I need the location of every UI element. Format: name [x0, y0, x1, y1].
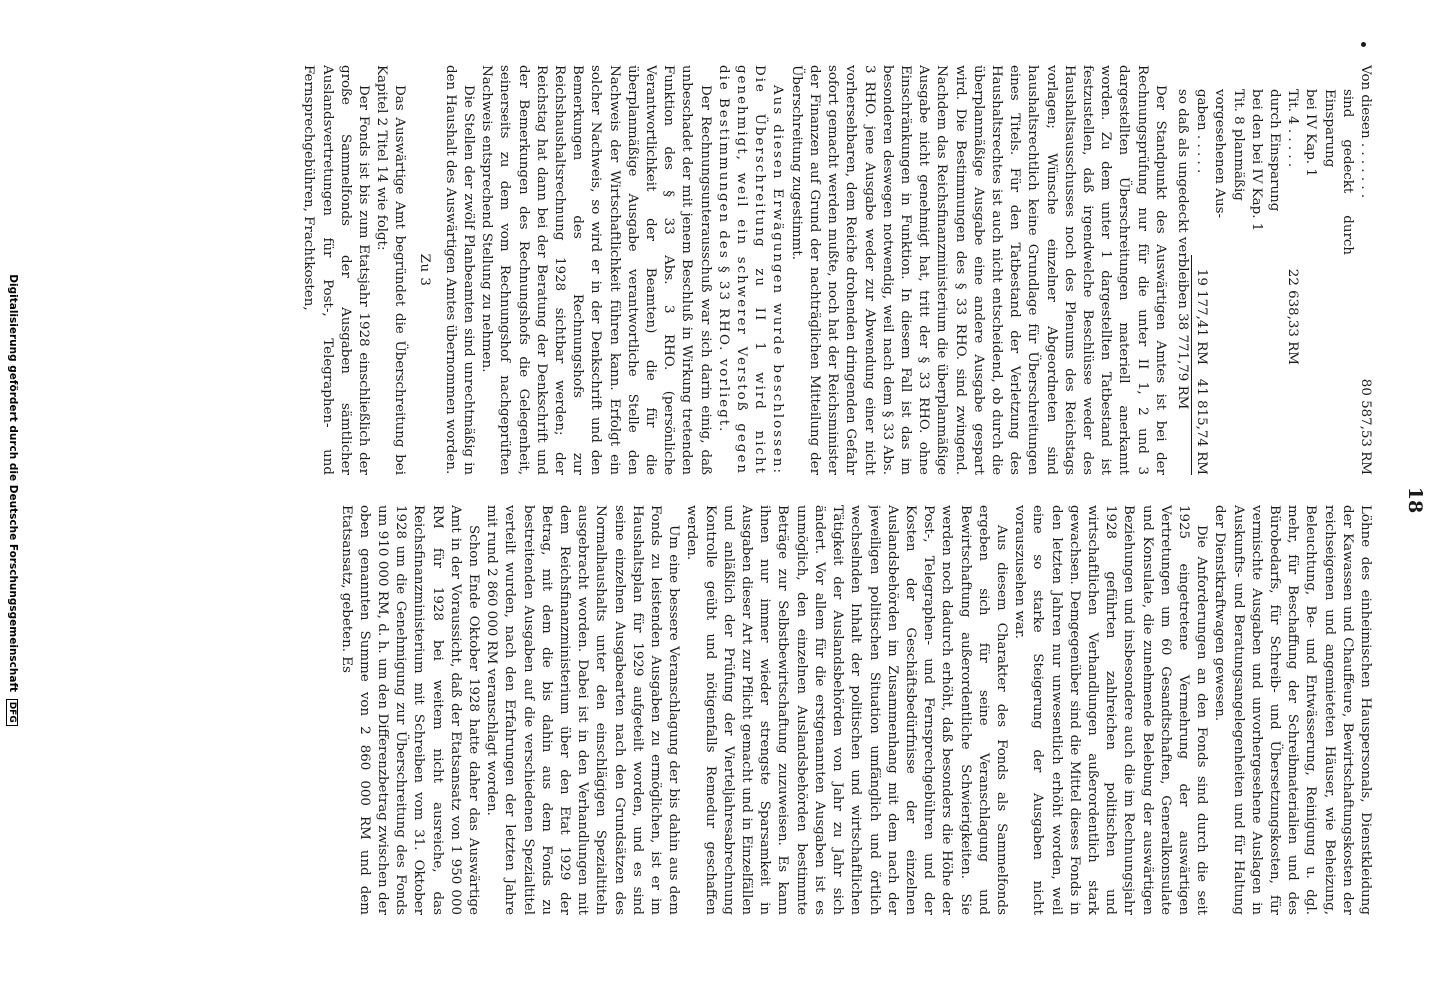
- paragraph: Schon Ende Oktober 1928 hatte daher das Auswärtige Amt in der Voraussicht, daß der Etatsansatz von 1 950 000 RM für 1928 bei weitem nicht ausreiche, das Reichsfinanzministerium mit Schreiben vom 31. Oktober 1928 um die Genehmigung zur Überschreitung des Fonds um 910 000 RM, d. h. um den Differenzbetrag zwischen der oben genannten Summe von 2 860 000 RM und dem Etatsansatz, gebeten. Es: [338, 505, 482, 915]
- amount-summary: [1173, 65, 1374, 475]
- paragraph: Der Standpunkt des Auswärtigen Amtes ist bei der Rechnungsprüfung nur für die unter II 1, 2 und 3 dargestellten Überschreitungen materiell anerkannt worden. Zu dem unter 1 dargestellten Tatbestand ist festzustellen, daß irgendwelche Beschlüsse weder des Haushaltsausschusses noch des Plenums des Reichstags vorlagen; Wünsche einzelner Abgeordneten sind haushaltsrechtlich keine Grundlage für Überschreitungen eines Titels. Für den Tatbestand der Verletzung des Haushaltsrechtes ist auch nicht entscheidend, ob durch die überplanmäßige Ausgabe eine andere Ausgabe gespart wird. Die Bestimmungen des § 33 RHO. sind zwingend. Nachdem das Reichsfinanzministerium die überplanmäßige Ausgabe nicht genehmigt hat, tritt der § 33 RHO. ohne Einschränkungen in Funktion. In diesem Fall ist das im besonderen deswegen notwendig, weil nach dem § 33 Abs. 3 RHO. jene Ausgabe weder zur Abwendung einer nicht vorhersehbaren, dem Reiche drohenden dringenden Gefahr sofort gemacht werden mußte, noch hat der Reichsminister der Finanzen auf Grund der nachträglichen Mitteilung der Überschreitung zugestimmt.: [788, 65, 1168, 475]
- summary-row-8-total: 41 815,74 RM: [1191, 365, 1210, 475]
- paragraph: Der Fonds ist bis zum Etatsjahr 1928 einschließlich der große Sammelfonds der Ausgaben sämtlicher Auslandsvertretungen für Post-, Telegraphen- und Fernsprechgebühren, Frachtkosten,: [301, 65, 372, 475]
- paragraph-decision: Aus diesen Erwägungen wurde beschlossen: Die Überschreitung zu II 1 wird nicht genehmigt, weil ein schwerer Verstoß gegen die Bestimmungen des § 33 RHO. vorliegt.: [715, 65, 786, 475]
- paragraph: Die Stellen der zwölf Planbeamten sind unrechtmäßig in den Haushalt des Auswärtigen Amtes übernommen worden.: [442, 65, 477, 475]
- paragraph: Aus diesem Charakter des Fonds als Sammelfonds ergeben sich für seine Veranschlagung und Bewirtschaftung außerordentliche Schwierigkeiten. Sie werden noch dadurch erhöht, daß besonders die Höhe der Post-, Telegraphen- und Fernsprechgebühren und der Kosten der Geschäftsbedürfnisse der einzelnen Auslandsbehörden im Zusammenhang mit dem nach der jeweiligen politischen Situation umfänglich und örtlich wechselnden Inhalt der politischen und wirtschaftlichen Tätigkeit der Auslandsbehörden von Jahr zu Jahr sich ändert. Vor allem für die erstgenannten Ausgaben ist es unmöglich, den einzelnen Auslandsbehörden bestimmte Beträge zur Selbstbewirtschaftung zuzuweisen. Es kann ihnen nur immer wieder strengste Sparsamkeit in Ausgaben dieser Art zur Pflicht gemacht und in Einzelfällen und anläßlich der Prüfung der Vierteljahresabrechnung Kontrolle geübt und nötigenfalls Remedur geschaffen werden.: [684, 505, 1009, 915]
- summary-row-4: durch Einsparung: [1266, 89, 1282, 212]
- paragraph: Löhne des einheimischen Hauspersonals, Dienstkleidung der Kawassen und Chauffeure, Bewirtschaftungskosten der reichseigenen und angemieteten Häuser, wie Beheizung, Beleuchtung, Be- und Entwässerung, Reinigung u. dgl. mehr, für Beschaffung der Schreibmaterialien und des Bürobedarfs, für Schreib- und Übersetzungskosten, für vermischte Ausgaben und unvorhergesehene Auslagen in Auskunfts- und Beratungsangelegenheiten und für Haltung der Dienstkraftwagen gewesen.: [1212, 505, 1373, 915]
- footer-text: Digitalisierung gefördert durch die Deutsche Forschungsgemeinschaft: [7, 274, 19, 693]
- summary-row-3-amount: 22 638,33 RM: [1285, 268, 1301, 365]
- digitization-footer: [6, 0, 19, 1000]
- summary-row-5: bei den bei IV Kap. 1: [1248, 89, 1264, 232]
- summary-row-6: Tit. 8 planmäßig: [1230, 89, 1246, 201]
- page-number: 18: [1404, 486, 1426, 514]
- paragraph: Die Anforderungen an den Fonds sind durch die seit 1925 eingetretene Vermehrung der auswärtigen Vertretungen um 60 Gesandtschaften, Generalkonsulate und Konsulate, die zunehmende Belebung der auswärtigen Beziehungen und insbesondere auch die im Rechnungsjahr 1928 geführten zahlreichen politischen und wirtschaftlichen Verhandlungen außerordentlich stark gewachsen. Demgegenüber sind die Mittel dieses Fonds in den letzten Jahren nur unwesentlich erhöht worden, weil eine so starke Steigerung der Ausgaben nicht vorauszusehen war.: [1012, 505, 1210, 915]
- dfg-logo: DFG: [6, 699, 18, 726]
- paragraph: Um eine bessere Veranschlagung der bis dahin aus dem Fonds zu leistenden Ausgaben zu ermöglichen, ist er im Haushaltsplan für 1929 aufgeteilt worden, und es sind seine einzelnen Ausgabearten nach den Grundsätzen des Normalhaushalts unter den einschlägigen Spezialtiteln ausgebracht worden. Dabei ist in den Verhandlungen mit dem Reichsfinanzministerium über den Etat 1929 der Betrag, mit dem die bis dahin aus dem Fonds zu bestreitenden Ausgaben auf die verschiedenen Spezialtitel verteilt wurden, nach den Erfahrungen der letzten Jahre mit rund 2 860 000 RM veranschlagt worden.: [484, 505, 682, 915]
- summary-row-3: Tit. 4 . . . . .: [1285, 89, 1301, 168]
- paragraph: Das Auswärtige Amt begründet die Überschreitung bei Kapitel 2 Titel 14 wie folgt:: [374, 65, 408, 475]
- summary-intro-amount: 80 587,53 RM: [1358, 378, 1373, 475]
- left-column: [24, 65, 1374, 475]
- summary-row-8-amount: 19 177,41 RM: [1191, 255, 1210, 365]
- section-heading: Zu 3: [416, 253, 432, 287]
- paragraph: Der Rechnungsunterausschuß war sich darin einig, daß unbeschadet der mit jenem Beschluß in Wirkung tretenden Funktion des § 33 Abs. 3 RHO. (persönliche Verantwortlichkeit der Beamten) die für die überplanmäßige Ausgabe verantwortliche Stelle den Nachweis der Wirtschaftlichkeit führen kann. Erfolgt ein solcher Nachweis, so wird er in der Denkschrift und den Bemerkungen des Rechnungshofs zur Reichshaushaltsrechnung 1928 sichtbar werden; der Reichstag hat dann bei der Beratung der Denkschrift und der Bemerkungen des Rechnungshofs die Gelegenheit, seinerseits zu dem vom Rechnungshof nachgeprüften Nachweis entsprechend Stellung zu nehmen.: [479, 65, 713, 475]
- summary-row-8: gaben . . . . .: [1193, 89, 1209, 174]
- summary-row-7: vorgesehenen Aus-: [1212, 89, 1228, 218]
- summary-intro: Von diesen . . . . . . .: [1358, 65, 1373, 199]
- right-column: [24, 505, 1374, 915]
- summary-row-2: bei IV Kap. 1: [1303, 89, 1319, 177]
- margin-mark: [1361, 42, 1366, 47]
- summary-result: so daß als ungedeckt verbleiben 38 771,79 RM: [1174, 89, 1190, 410]
- summary-row-1: sind gedeckt durch Einsparung: [1321, 89, 1355, 255]
